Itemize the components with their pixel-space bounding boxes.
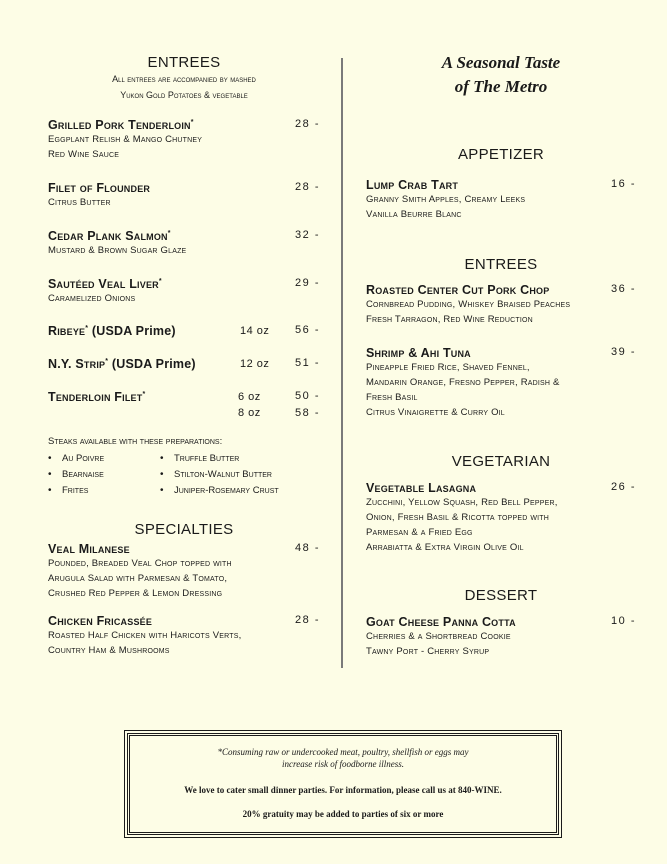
raw-warning-mark: * xyxy=(167,229,171,237)
item-grade: (USDA Prime) xyxy=(88,324,176,338)
menu-item xyxy=(366,481,636,555)
steak-item xyxy=(48,357,320,371)
item-price: 50 - xyxy=(295,390,320,402)
steak-size: 12 oz xyxy=(240,358,270,370)
item-price: 26 - xyxy=(611,481,636,493)
raw-warning-mark: * xyxy=(142,390,146,398)
item-price-alt: 58 - xyxy=(295,407,320,419)
menu-item xyxy=(366,178,636,222)
item-name: Goat Cheese Panna Cotta xyxy=(366,615,516,629)
item-price: 39 - xyxy=(611,346,636,358)
entrees-intro-line-2: Yukon Gold Potatoes & vegetable xyxy=(120,90,248,100)
item-name: Chicken Fricassée xyxy=(48,614,153,628)
item-name: Veal Milanese xyxy=(48,542,130,556)
menu-item xyxy=(48,542,320,601)
preparation-item: • Stilton-Walnut Butter xyxy=(160,467,272,483)
item-description-line: Crushed Red Pepper & Lemon Dressing xyxy=(48,588,223,599)
item-description-line: Vanilla Beurre Blanc xyxy=(366,209,462,220)
item-price: 48 - xyxy=(295,542,320,554)
item-price: 29 - xyxy=(295,277,320,289)
gratuity-note: 20% gratuity may be added to parties of six or more xyxy=(242,809,444,819)
consumption-warning-line-2: increase risk of foodborne illness. xyxy=(282,759,404,769)
item-description-line: Cherries & a Shortbread Cookie xyxy=(366,631,511,642)
raw-warning-mark: * xyxy=(105,357,109,365)
item-price: 28 - xyxy=(295,614,320,626)
item-name: Lump Crab Tart xyxy=(366,178,459,192)
steak-size: 6 oz xyxy=(238,391,261,403)
item-name: Cedar Plank Salmon xyxy=(48,229,168,243)
item-description-line: Onion, Fresh Basil & Ricotta topped with xyxy=(366,512,550,523)
item-description-line: Fresh Basil xyxy=(366,392,418,403)
item-description-line: Parmesan & a Fried Egg xyxy=(366,527,473,538)
steak-item xyxy=(48,390,320,419)
menu-item xyxy=(48,614,320,658)
item-name: Shrimp & Ahi Tuna xyxy=(366,346,471,360)
item-description-line: Citrus Vinaigrette & Curry Oil xyxy=(366,407,505,418)
item-price: 51 - xyxy=(295,357,320,369)
item-grade: (USDA Prime) xyxy=(108,357,196,371)
consumption-warning-line-1: *Consuming raw or undercooked meat, poultry, shellfish or eggs may xyxy=(217,747,469,757)
item-description-line: Arrabiatta & Extra Virgin Olive Oil xyxy=(366,542,524,553)
vegetarian-heading: VEGETARIAN xyxy=(451,453,551,470)
preparation-item: • Au Poivre xyxy=(48,451,104,467)
steak-size-alt: 8 oz xyxy=(238,407,261,419)
menu-item xyxy=(366,615,636,659)
preparation-item: • Juniper-Rosemary Crust xyxy=(160,483,279,499)
bullet-icon: • xyxy=(160,469,164,480)
item-price: 28 - xyxy=(295,181,320,193)
item-name: Sautéed Veal Liver xyxy=(48,277,159,291)
item-name: N.Y. Strip xyxy=(48,357,106,371)
item-description-line: Tawny Port - Cherry Syrup xyxy=(366,646,490,657)
preparation-item: • Truffle Butter xyxy=(160,451,239,467)
item-name: Vegetable Lasagna xyxy=(366,481,477,495)
item-description-line: Pineapple Fried Rice, Shaved Fennel, xyxy=(366,362,530,373)
preparation-item: • Bearnaise xyxy=(48,467,104,483)
item-description-line: Red Wine Sauce xyxy=(48,149,120,160)
specialties-heading: SPECIALTIES xyxy=(134,521,234,538)
item-price: 32 - xyxy=(295,229,320,241)
item-description-line: Zucchini, Yellow Squash, Red Bell Pepper, xyxy=(366,497,558,508)
item-description-line: Eggplant Relish & Mango Chutney xyxy=(48,134,203,145)
item-description-line: Mandarin Orange, Fresno Pepper, Radish & xyxy=(366,377,560,388)
item-description-line: Arugula Salad with Parmesan & Tomato, xyxy=(48,573,228,584)
item-price: 10 - xyxy=(611,615,636,627)
item-name: Ribeye xyxy=(48,324,86,338)
bullet-icon: • xyxy=(160,485,164,496)
tagline-line-1: A Seasonal Taste xyxy=(441,53,561,72)
raw-warning-mark: * xyxy=(158,277,162,285)
steak-item xyxy=(48,324,320,338)
entrees-heading: ENTREES xyxy=(147,54,221,71)
preparation-item: • Frites xyxy=(48,483,88,499)
entrees-heading-right: ENTREES xyxy=(464,256,538,273)
menu-item xyxy=(48,229,320,258)
item-description-line: Granny Smith Apples, Creamy Leeks xyxy=(366,194,526,205)
menu-item xyxy=(48,118,320,162)
item-price: 16 - xyxy=(611,178,636,190)
item-name: Tenderloin Filet xyxy=(48,390,143,404)
item-name: Filet of Flounder xyxy=(48,181,151,195)
bullet-icon: • xyxy=(48,485,52,496)
item-price: 36 - xyxy=(611,283,636,295)
bullet-icon: • xyxy=(160,453,164,464)
column-divider xyxy=(341,58,343,668)
raw-warning-mark: * xyxy=(190,118,194,126)
appetizer-heading: APPETIZER xyxy=(457,146,545,163)
dessert-heading: DESSERT xyxy=(464,587,538,604)
item-description-line: Pounded, Breaded Veal Chop topped with xyxy=(48,558,232,569)
entrees-intro-line-1: All entrees are accompanied by mashed xyxy=(112,74,256,84)
catering-note: We love to cater small dinner parties. For information, please call us at 840-WINE. xyxy=(184,785,502,795)
preparations-title: Steaks available with these preparations: xyxy=(48,436,223,447)
item-description-line: Country Ham & Mushrooms xyxy=(48,645,170,656)
item-price: 56 - xyxy=(295,324,320,336)
item-description-line: Caramelized Onions xyxy=(48,293,136,304)
menu-item xyxy=(366,346,636,420)
tagline-line-2: of The Metro xyxy=(454,77,548,96)
item-name: Grilled Pork Tenderloin xyxy=(48,118,191,132)
steak-size: 14 oz xyxy=(240,325,270,337)
menu-item xyxy=(366,283,636,327)
item-price: 28 - xyxy=(295,118,320,130)
item-description-line: Citrus Butter xyxy=(48,197,111,208)
bullet-icon: • xyxy=(48,469,52,480)
notice-box xyxy=(127,733,559,835)
menu-item xyxy=(48,277,320,306)
item-description-line: Roasted Half Chicken with Haricots Verts, xyxy=(48,630,242,641)
raw-warning-mark: * xyxy=(85,324,89,332)
item-description-line: Cornbread Pudding, Whiskey Braised Peaches xyxy=(366,299,571,310)
bullet-icon: • xyxy=(48,453,52,464)
item-description-line: Fresh Tarragon, Red Wine Reduction xyxy=(366,314,533,325)
item-description-line: Mustard & Brown Sugar Glaze xyxy=(48,245,187,256)
menu-item xyxy=(48,181,320,210)
item-name: Roasted Center Cut Pork Chop xyxy=(366,283,550,297)
